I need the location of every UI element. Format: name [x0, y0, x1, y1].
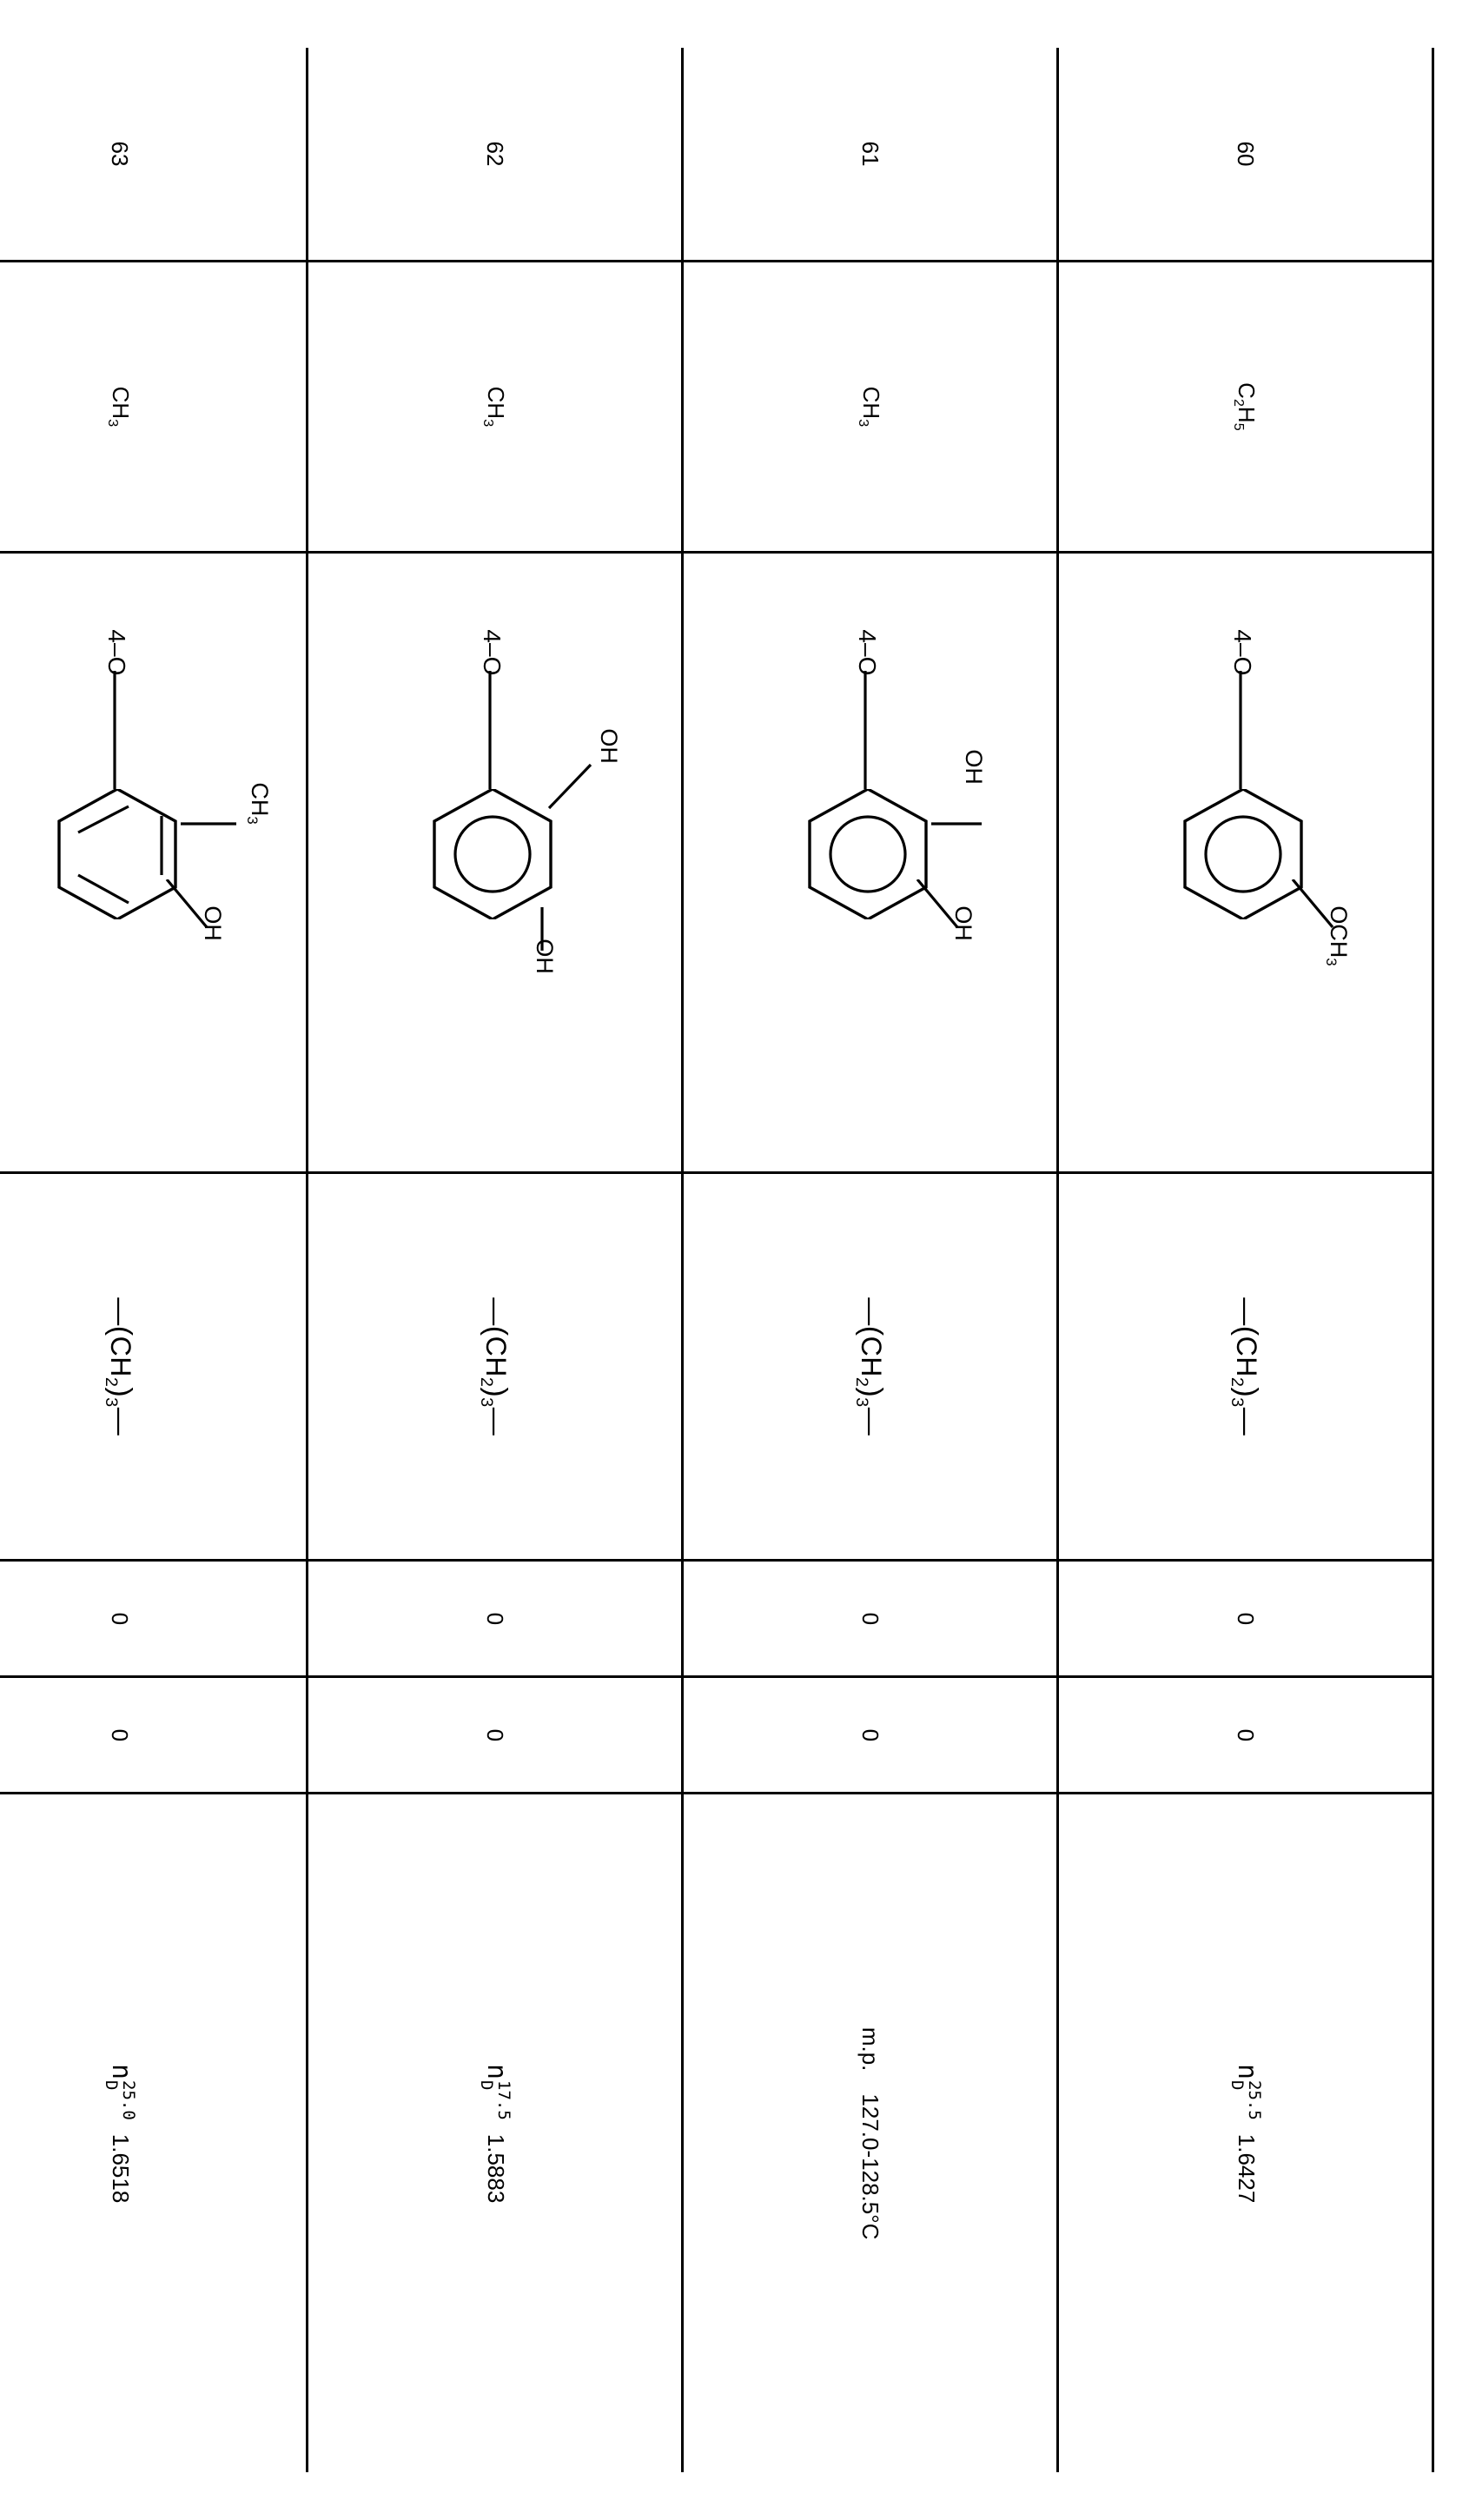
bond-line	[929, 812, 989, 846]
linking-group: $—(CH_2)_3—$	[1058, 1173, 1433, 1561]
substituent-label: $OCH_3$	[1323, 905, 1353, 966]
r1-group: $C_2H_5$	[1058, 262, 1433, 553]
substituent-label: OH	[532, 938, 559, 974]
table-row	[683, 48, 1058, 2472]
substituent-label: OH	[961, 749, 988, 785]
bond-line	[840, 671, 892, 792]
m-value: 0	[1058, 1561, 1433, 1677]
linking-group: $—(CH_2)_3—$	[0, 1173, 308, 1561]
n-value: 0	[683, 1677, 1058, 1794]
substituent-label: OH	[950, 905, 977, 941]
compound-number: 62	[308, 48, 683, 262]
property-value: m.p.127.0-128.5°C	[683, 1794, 1058, 2472]
m-value: 0	[683, 1561, 1058, 1677]
melting-point-symbol: m.p.	[857, 2026, 883, 2072]
n-value: 0	[308, 1677, 683, 1794]
compound-number: 63	[0, 48, 308, 262]
structure-cell	[0, 552, 308, 1172]
bond-line	[89, 671, 142, 792]
table-row	[1058, 48, 1433, 2472]
m-value: 0	[308, 1561, 683, 1677]
n-value: 0	[0, 1677, 308, 1794]
substituent-label: $CH_3$	[244, 782, 274, 825]
compound-number: 60	[1058, 48, 1433, 262]
r1-group: $CH_3$	[308, 262, 683, 553]
bond-line	[176, 812, 246, 846]
structure-cell	[1058, 552, 1433, 1172]
linking-group: $—(CH_2)_3—$	[683, 1173, 1058, 1561]
substituent-label: OH	[596, 728, 623, 764]
property-value: n 25.0 D 1.6518	[0, 1794, 308, 2472]
bond-line	[1215, 671, 1267, 792]
structure-prefix-label: 4–O	[103, 629, 131, 676]
benzene-ring-icon	[428, 789, 559, 919]
structure-prefix-label: 4–O	[854, 629, 882, 676]
substituent-label: OH	[200, 905, 227, 941]
r1-group: $CH_3$	[683, 262, 1058, 553]
bond-line	[543, 758, 604, 819]
benzene-structure	[0, 619, 274, 1105]
m-value: 0	[0, 1561, 308, 1677]
n-value: 0	[1058, 1677, 1433, 1794]
compound-properties-table	[0, 48, 1434, 2472]
property-value: n 25.5 D 1.6427	[1058, 1794, 1433, 2472]
structure-prefix-label: 4–O	[479, 629, 506, 676]
refractive-index-symbol: n 25.0 D	[102, 2063, 138, 2120]
r1-group: $CH_3$	[0, 262, 308, 553]
property-value: n 17.5 D 1.5883	[308, 1794, 683, 2472]
linking-group: $—(CH_2)_3—$	[308, 1173, 683, 1561]
bond-line	[465, 671, 517, 792]
table-row	[308, 48, 683, 2472]
structure-cell	[683, 552, 1058, 1172]
structure-cell	[308, 552, 683, 1172]
refractive-index-symbol: n 25.5 D	[1227, 2063, 1264, 2120]
benzene-structure	[727, 619, 1014, 1105]
benzene-structure	[352, 619, 639, 1105]
compound-number: 61	[683, 48, 1058, 262]
benzene-structure	[1102, 619, 1389, 1105]
table-row	[0, 48, 308, 2472]
refractive-index-symbol: n 17.5 D	[477, 2063, 513, 2120]
structure-prefix-label: 4–O	[1229, 629, 1257, 676]
